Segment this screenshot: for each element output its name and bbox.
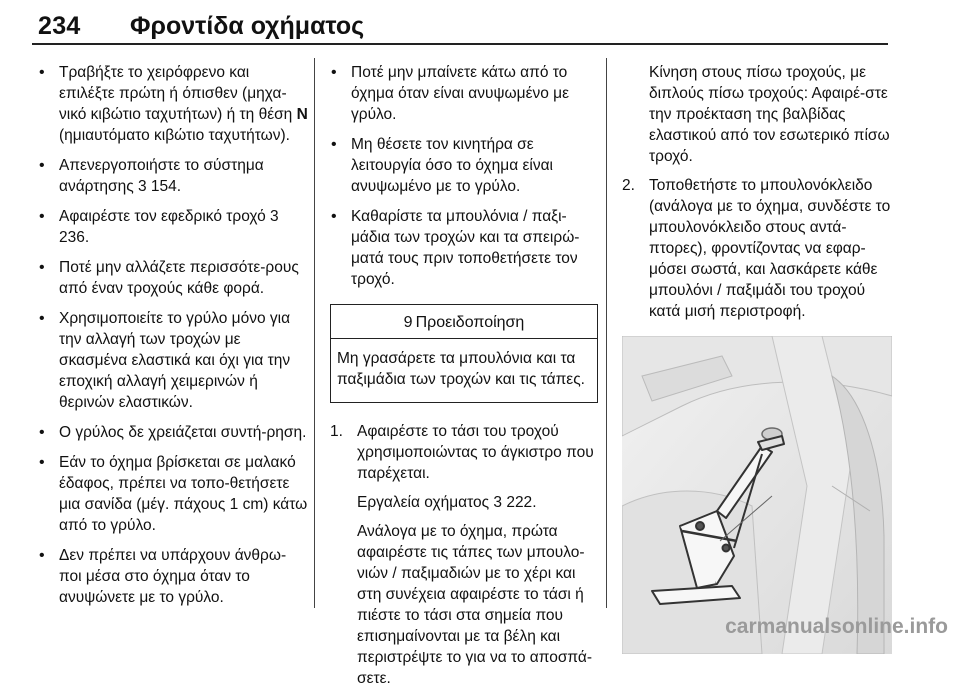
- bullet-item: • Ποτέ μην αλλάζετε περισσότε-ρους από έναν τροχούς κάθε φορά.: [38, 257, 308, 299]
- page-title: Φροντίδα οχήματος: [130, 12, 365, 40]
- warning-text: Μη γρασάρετε τα μπουλόνια και τα παξιμάδια των τροχών και τις τάπες.: [337, 350, 585, 388]
- step-2: [622, 175, 892, 322]
- bullet-item: • Δεν πρέπει να υπάρχουν άνθρω-ποι μέσα στο όχημα όταν το ανυψώνετε με το γρύλο.: [38, 545, 308, 608]
- step-number: 2.: [622, 177, 635, 194]
- column-divider: [606, 58, 607, 608]
- warning-icon: 9: [403, 314, 413, 331]
- page-reference[interactable]: 3 154: [137, 178, 177, 195]
- warning-box: [330, 304, 598, 403]
- bullet-item: • Ποτέ μην μπαίνετε κάτω από το όχημα όταν είναι ανυψωμένο με γρύλο.: [330, 62, 598, 125]
- step-detail: Ανάλογα με το όχημα, πρώτα αφαιρέστε τις τάπες των μπουλο-νιών / παξιμαδιών με το χέρι και στη συνέχεια αφαιρέστε το τάσι ή πιέστε το τάσι στα σημεία που επισημαίνονται με τα βέλη και περιστρέψτε το για να το αποσπά-σετε.: [357, 523, 593, 687]
- jack-under-vehicle-image: [622, 336, 892, 654]
- page-reference[interactable]: 3 222: [493, 494, 533, 511]
- bullet-item: • Χρησιμοποιείτε το γρύλο μόνο για την αλλαγή των τροχών με σκασμένα ελαστικά και όχι για την εποχική αλλαγή χειμερινών ή θερινών ελαστικών.: [38, 308, 308, 413]
- step-number: 1.: [330, 423, 343, 440]
- bullet-item: • Απενεργοποιήστε το σύστημα ανάρτησης 3 154.: [38, 155, 308, 197]
- column-3: [622, 62, 892, 654]
- tools-reference-line: Εργαλεία οχήματος 3 222.: [357, 494, 537, 511]
- page-reference[interactable]: 3 236: [59, 208, 279, 246]
- bullet-item: • Μη θέσετε τον κινητήρα σε λειτουργία όσο το όχημα είναι ανυψωμένο με το γρύλο.: [330, 134, 598, 197]
- column-1: [38, 62, 308, 617]
- step-text: Τοποθετήστε το μπουλονόκλειδο (ανάλογα με το όχημα, συνδέστε το μπουλονόκλειδο στους αντά-πτορες), φροντίζοντας να εφαρ-μόσει σωστά, και λασκάρετε κάθε μπουλόνι / παξιμάδι του τροχού κατά μισή περιστροφή.: [649, 177, 891, 320]
- bullet-item: • Τραβήξτε το χειρόφρενο και επιλέξτε πρώτη ή όπισθεν (μηχα-νικό κιβώτιο ταχυτήτων) ή τη θέση N (ημιαυτόματο κιβώτιο ταχυτήτων).: [38, 62, 308, 146]
- jack-illustration: [622, 336, 892, 654]
- bullet-item: • Ο γρύλος δε χρειάζεται συντή-ρηση.: [38, 422, 308, 443]
- page-header: [32, 6, 888, 44]
- step-continuation: Κίνηση στους πίσω τροχούς, με διπλούς πίσω τροχούς: Αφαιρέ-στε την προέκταση της βαλβίδας ελαστικού από τον εσωτερικό πίσω τροχό.: [649, 64, 890, 165]
- column-divider: [314, 58, 315, 608]
- bullet-item: • Εάν το όχημα βρίσκεται σε μαλακό έδαφος, πρέπει να τοπο-θετήσετε μια σανίδα (μέγ. πάχους 1 cm) κάτω από το γρύλο.: [38, 452, 308, 536]
- header-rule: [32, 43, 888, 45]
- page-number: 234: [38, 12, 81, 40]
- bullet-item: • Αφαιρέστε τον εφεδρικό τροχό 3 236.: [38, 206, 308, 248]
- step-1: [330, 421, 598, 484]
- warning-header: [331, 305, 597, 339]
- watermark: carmanualsonline.info: [725, 615, 948, 638]
- warning-title: Προειδοποίηση: [415, 314, 525, 331]
- step-text: Αφαιρέστε το τάσι του τροχού χρησιμοποιώντας το άγκιστρο που παρέχεται.: [357, 423, 594, 482]
- bullet-item: • Καθαρίστε τα μπουλόνια / παξι-μάδια των τροχών και τα σπειρώ-ματά τους πριν τοποθετήσετε τον τροχό.: [330, 206, 598, 290]
- column-2: [330, 62, 598, 689]
